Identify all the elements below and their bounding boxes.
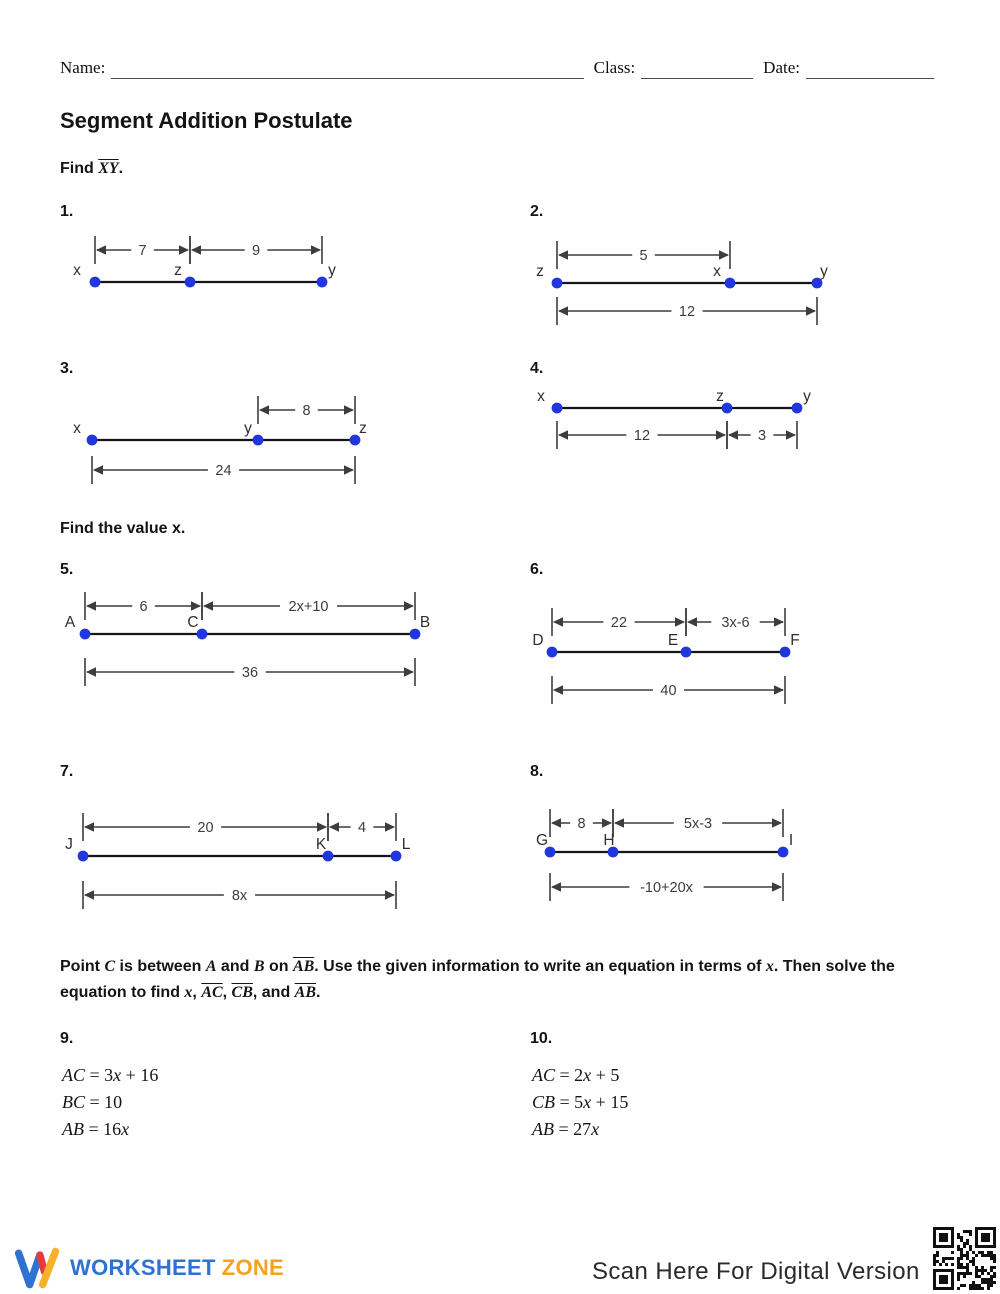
svg-text:3: 3: [757, 428, 767, 444]
svg-text:z: z: [536, 263, 544, 280]
name-label: Name:: [60, 58, 106, 77]
svg-text:x: x: [73, 262, 81, 279]
svg-text:5x-3: 5x-3: [683, 816, 713, 832]
svg-text:y: y: [820, 263, 828, 280]
svg-text:z: z: [716, 388, 724, 405]
svg-text:8: 8: [577, 816, 586, 832]
problem-number-10: 10.: [530, 1030, 553, 1047]
problem-9-equations: AC = 3x + 16 BC = 10 AB = 16x: [62, 1065, 159, 1139]
svg-text:9: 9: [251, 243, 261, 259]
problem-number-6: 6.: [530, 561, 544, 578]
problem-number-5: 5.: [60, 561, 74, 578]
class-blank-line: [641, 59, 753, 79]
date-blank-line: [806, 59, 934, 79]
problem-number-4: 4.: [530, 360, 544, 377]
problem-6-diagram: [530, 602, 950, 712]
svg-text:12: 12: [633, 428, 651, 444]
worksheetzone-logo-icon: [14, 1244, 62, 1292]
problem-2-diagram: [530, 232, 950, 337]
svg-text:A: A: [64, 614, 76, 631]
svg-text:G: G: [535, 832, 549, 849]
brand-logo: [14, 1243, 284, 1293]
svg-text:z: z: [174, 262, 182, 279]
brand-text: [70, 1255, 284, 1281]
svg-text:x: x: [73, 420, 81, 437]
svg-text:8: 8: [302, 403, 311, 419]
header: [60, 58, 934, 79]
name-blank-line: [111, 59, 583, 79]
svg-text:36: 36: [241, 665, 259, 681]
brand-zone: ZONE: [221, 1255, 285, 1280]
svg-text:D: D: [532, 632, 544, 649]
svg-text:4: 4: [357, 820, 367, 836]
svg-text:E: E: [667, 632, 679, 649]
problem-10-equations: AC = 2x + 5 CB = 5x + 15 AB = 27x: [532, 1065, 629, 1139]
scan-here-text: Scan Here For Digital Version: [592, 1258, 920, 1285]
svg-text:5: 5: [639, 248, 648, 264]
instruction-find-x: Find the value x.: [60, 520, 186, 537]
problem-3-diagram: [60, 390, 480, 495]
svg-text:20: 20: [197, 820, 214, 836]
svg-text:L: L: [401, 836, 411, 853]
svg-text:6: 6: [139, 599, 148, 615]
svg-text:22: 22: [610, 615, 628, 631]
svg-text:I: I: [788, 832, 794, 849]
svg-text:40: 40: [660, 683, 677, 699]
svg-text:2x+10: 2x+10: [288, 599, 329, 615]
problem-number-3: 3.: [60, 360, 74, 377]
problem-number-7: 7.: [60, 763, 74, 780]
problem-4-diagram: [530, 382, 950, 457]
svg-text:x: x: [713, 263, 721, 280]
problem-8-diagram: [530, 802, 950, 907]
date-label: Date:: [763, 58, 800, 77]
svg-text:-10+20x: -10+20x: [640, 880, 693, 896]
page-title: Segment Addition Postulate: [60, 108, 353, 133]
svg-text:12: 12: [678, 304, 696, 320]
svg-text:y: y: [328, 262, 336, 279]
svg-text:H: H: [603, 832, 615, 849]
svg-text:z: z: [359, 420, 367, 437]
problem-5-diagram: [60, 588, 500, 698]
svg-text:24: 24: [215, 463, 232, 479]
svg-text:J: J: [65, 836, 73, 853]
svg-text:y: y: [803, 388, 811, 405]
problem-number-8: 8.: [530, 763, 544, 780]
svg-text:C: C: [187, 614, 199, 631]
svg-text:x: x: [537, 388, 545, 405]
problem-number-9: 9.: [60, 1030, 74, 1047]
problem-number-2: 2.: [530, 203, 544, 220]
instruction-find-xy: Find $\overline{XY}$.: [60, 160, 124, 177]
svg-text:B: B: [419, 614, 431, 631]
svg-text:3x-6: 3x-6: [721, 615, 750, 631]
svg-text:K: K: [315, 836, 327, 853]
qr-code: [931, 1225, 998, 1292]
svg-text:8x: 8x: [231, 888, 248, 904]
svg-text:y: y: [244, 420, 252, 437]
svg-text:F: F: [790, 632, 800, 649]
svg-text:7: 7: [138, 243, 147, 259]
instruction-between: Point C is between A and B on $\overline{AB}$. Use the given information to write an equation in terms of x. Then solve the equation to find x, $\overline{AC}$, $\overline{CB}$, and $\overline{AB}$.: [60, 958, 895, 1001]
class-label: Class:: [593, 58, 636, 77]
problem-7-diagram: [60, 808, 500, 918]
brand-worksheet: WORKSHEET: [70, 1255, 216, 1280]
problem-1-diagram: [60, 232, 480, 312]
problem-number-1: 1.: [60, 203, 74, 220]
